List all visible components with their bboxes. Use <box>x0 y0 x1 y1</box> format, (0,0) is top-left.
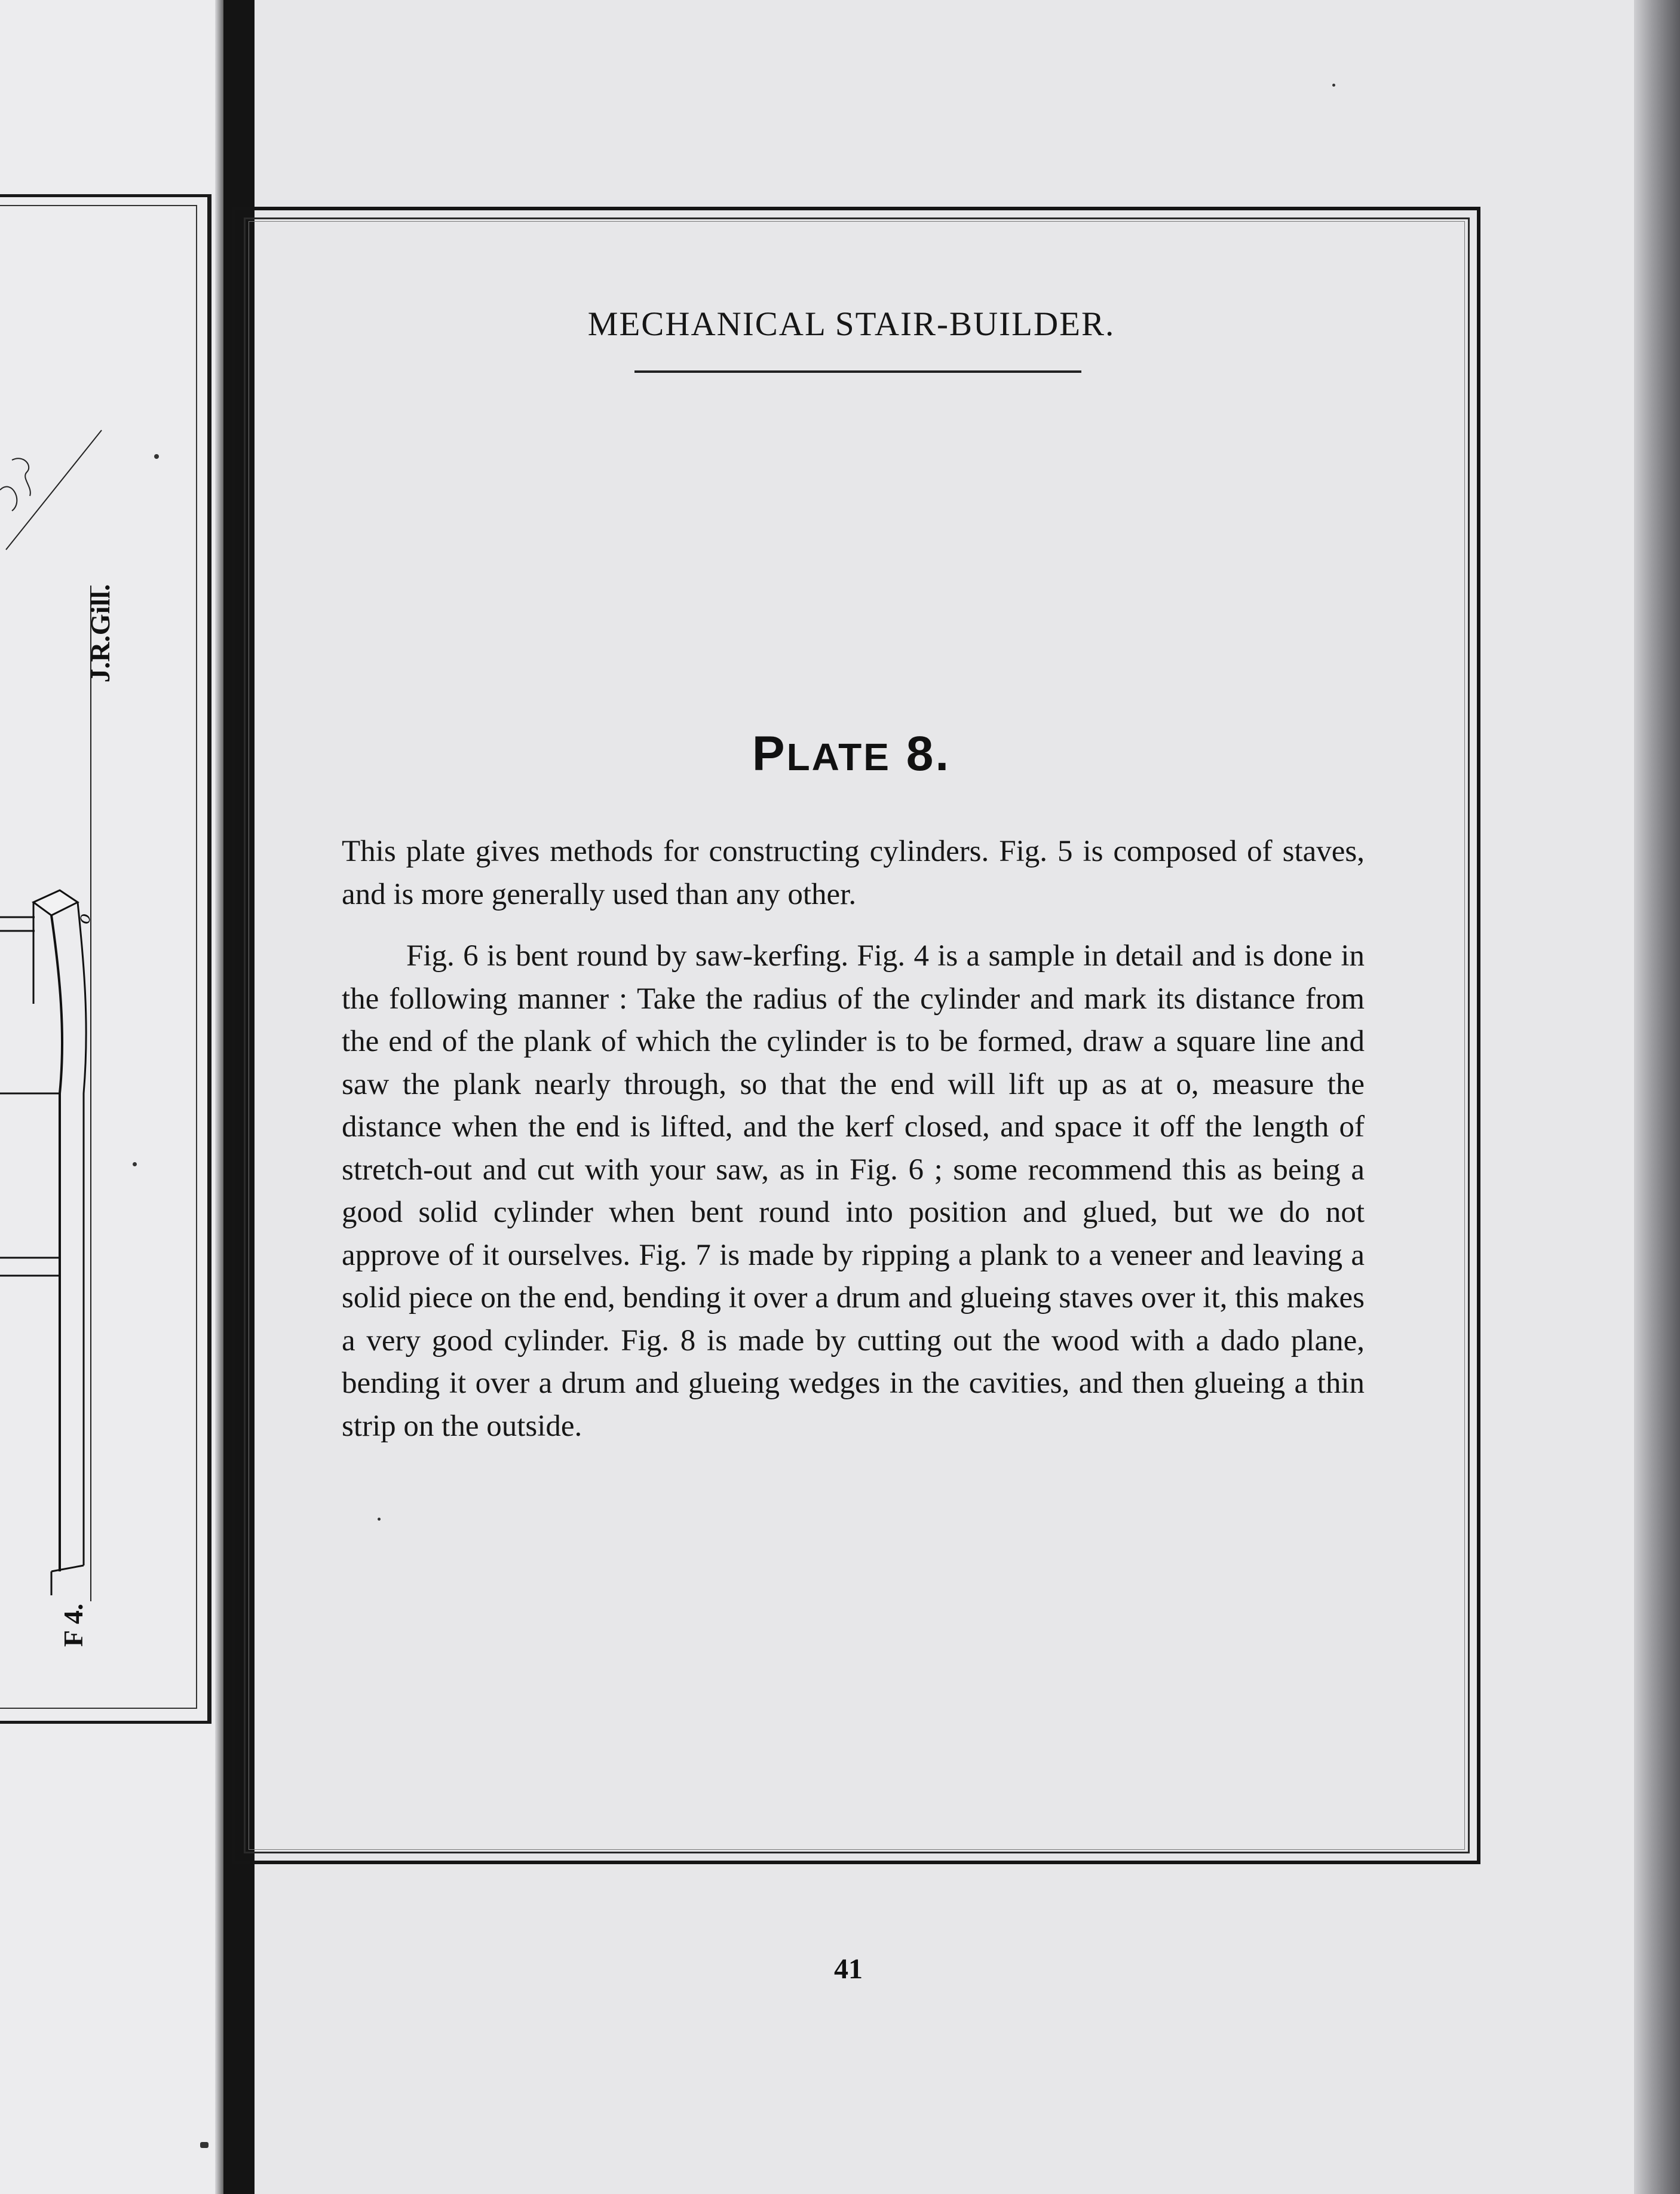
left-facing-page <box>0 0 221 2194</box>
paragraph-1: This plate gives methods for constructing cylinders. Fig. 5 is composed of staves, and is more generally used than any other. <box>342 835 1365 911</box>
scan-speck <box>378 1518 381 1521</box>
plank-bottom <box>51 1565 84 1571</box>
plate-title-rest: LATE <box>786 736 891 779</box>
scan-speck <box>200 2142 209 2148</box>
page-number: 41 <box>834 1953 863 1985</box>
plank-top <box>33 890 78 915</box>
paragraph-2: Fig. 6 is bent round by saw-kerfing. Fig. 4 is a sample in detail and is done in the following manner : Take the radius of the cylinder and mark its distance from the end of the plank of which the cylinder is to be formed, draw a square line and saw the plank nearly through, so that the end will lift up as at o, measure the distance when the end is lifted, and the kerf closed, and space it off the length of stretch-out and cut with your saw, as in Fig. 6 ; some recommend this as being a good solid cylinder when bent round into position and glued, but we do not approve of it ourselves. Fig. 7 is made by ripping a plank to a veneer and leaving a solid piece on the end, bending it over a drum and glueing staves over it, this makes a very good cylinder. Fig. 8 is made by cutting out the wood with a dado plane, bending it over a drum and glueing wedges in the cavities, and then glueing a thin strip on the outside. <box>342 939 1365 1443</box>
plate-title <box>418 726 1284 782</box>
plate-title-number: 8. <box>906 727 951 781</box>
body-text <box>342 831 1365 1467</box>
drawing-curve-2 <box>0 487 17 511</box>
scan-speck <box>154 454 159 459</box>
scan-speck <box>133 1162 137 1166</box>
head-rule <box>634 370 1081 373</box>
plank-bent-edge <box>51 915 62 1571</box>
page-edge-shadow <box>1634 0 1680 2194</box>
scan-speck <box>1332 84 1335 87</box>
drawing-mark-o: o <box>72 911 96 926</box>
engraver-signature: J.R.Gill. <box>85 584 115 683</box>
plank-bent-edge-2 <box>78 902 86 1565</box>
plate-title-initial: P <box>752 727 787 781</box>
running-head: MECHANICAL STAIR-BUILDER. <box>587 305 1115 343</box>
figure-label: F 4. <box>58 1603 88 1647</box>
drawing-diagonal <box>6 430 102 550</box>
drawing-curve <box>12 458 30 496</box>
